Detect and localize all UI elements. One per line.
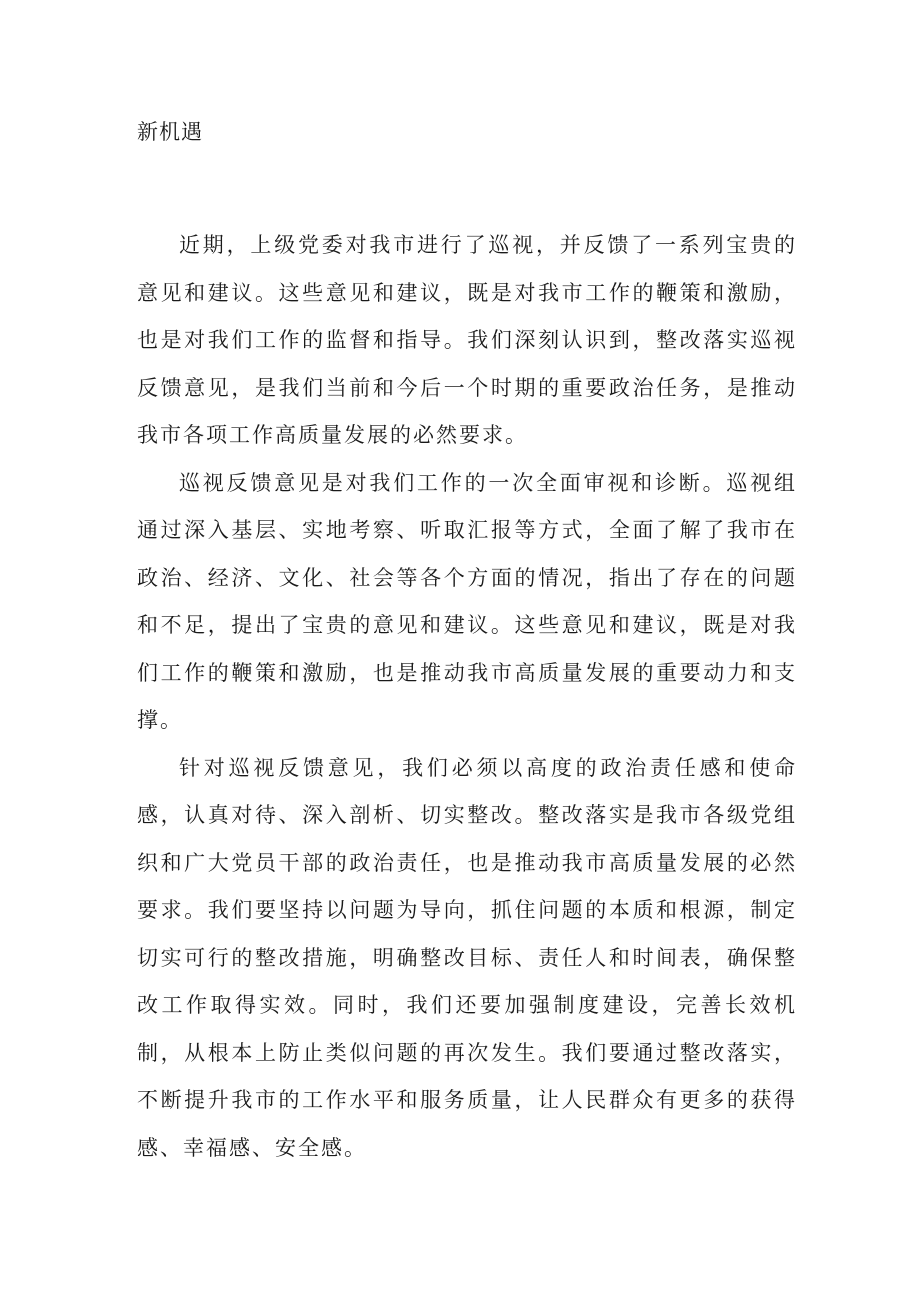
body-text <box>137 222 797 1172</box>
paragraph-1: 近期，上级党委对我市进行了巡视，并反馈了一系列宝贵的意见和建议。这些意见和建议，既是对我市工作的鞭策和激励，也是对我们工作的监督和指导。我们深刻认识到，整改落实巡视反馈意见，是我们当前和今后一个时期的重要政治任务，是推动我市各项工作高质量发展的必然要求。 <box>137 233 797 447</box>
paragraph-3: 针对巡视反馈意见，我们必须以高度的政治责任感和使命感，认真对待、深入剖析、切实整改。整改落实是我市各级党组织和广大党员干部的政治责任，也是推动我市高质量发展的必然要求。我们要坚持以问题为导向，抓住问题的本质和根源，制定切实可行的整改措施，明确整改目标、责任人和时间表，确保整改工作取得实效。同时，我们还要加强制度建设，完善长效机制，从根本上防止类似问题的再次发生。我们要通过整改落实，不断提升我市的工作水平和服务质量，让人民群众有更多的获得感、幸福感、安全感。 <box>137 755 797 1160</box>
paragraph-2: 巡视反馈意见是对我们工作的一次全面审视和诊断。巡视组通过深入基层、实地考察、听取汇报等方式，全面了解了我市在政治、经济、文化、社会等各个方面的情况，指出了存在的问题和不足，提出了宝贵的意见和建议。这些意见和建议，既是对我们工作的鞭策和激励，也是推动我市高质量发展的重要动力和支撑。 <box>137 470 797 732</box>
heading-fragment: 新机遇 <box>137 120 203 144</box>
